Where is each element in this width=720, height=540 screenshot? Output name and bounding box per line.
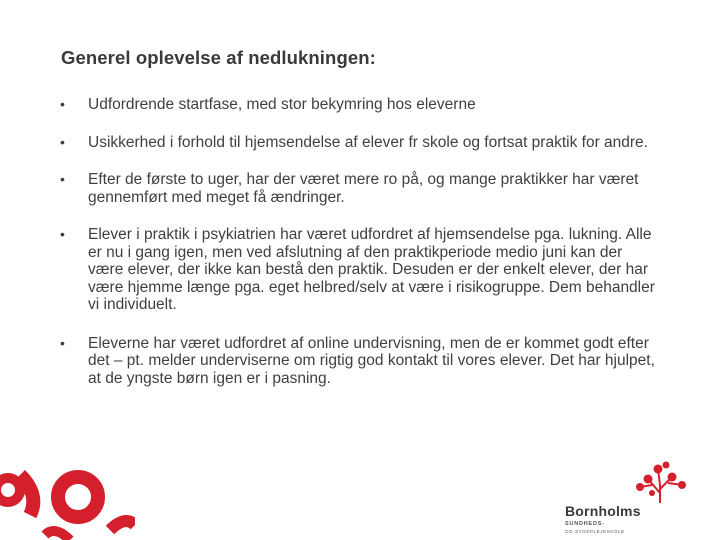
logo-name: Bornholms bbox=[565, 503, 641, 519]
logo-subtitle: SUNDHEDS- bbox=[565, 521, 605, 527]
bullet-dot: • bbox=[60, 171, 65, 187]
bullet-list bbox=[60, 96, 660, 387]
bullet-text: Efter de første to uger, har der været mere ro på, og mange praktikker har været gennemført med meget få ændringer. bbox=[88, 171, 639, 206]
slide-title: Generel oplevelse af nedlukningen: bbox=[61, 47, 376, 68]
bullet-dot: • bbox=[60, 96, 65, 112]
bullet-text: Elever i praktik i psykiatrien har været udfordret af hjemsendelse pga. lukning. Alle er nu i gang igen, men ved afslutning af den praktikperiode medio juni kan der være elever, der ikke kan bestå den praktik. Desuden er der enkelt elever, der har være hjemme længe pga. eget helbred/selv at være i risikogruppe. Dem behandler vi individuelt. bbox=[88, 226, 655, 313]
logo-subtitle-2: OG SYGEPLEJESKOLE bbox=[565, 529, 625, 534]
list-item bbox=[60, 134, 660, 152]
bornholms-logo-icon bbox=[560, 455, 720, 540]
decorative-ring-icon bbox=[0, 455, 135, 540]
list-item bbox=[60, 335, 660, 388]
bullet-dot: • bbox=[60, 334, 65, 351]
list-item bbox=[60, 226, 660, 314]
bullet-dot: • bbox=[60, 133, 65, 150]
bullet-text: Udfordrende startfase, med stor bekymring hos eleverne bbox=[88, 96, 476, 113]
bullet-text: Usikkerhed i forhold til hjemsendelse af elever fr skole og fortsat praktik for andre. bbox=[88, 133, 648, 151]
list-item bbox=[60, 96, 660, 114]
bullet-text: Eleverne har været udfordret af online undervisning, men de er kommet godt efter det – pt. melder underviserne om rigtig god kontakt til vores elever. Det har hjulpet, at de yngste børn igen er i pasning. bbox=[88, 334, 655, 387]
list-item bbox=[60, 171, 660, 206]
bullet-dot: • bbox=[60, 226, 65, 242]
